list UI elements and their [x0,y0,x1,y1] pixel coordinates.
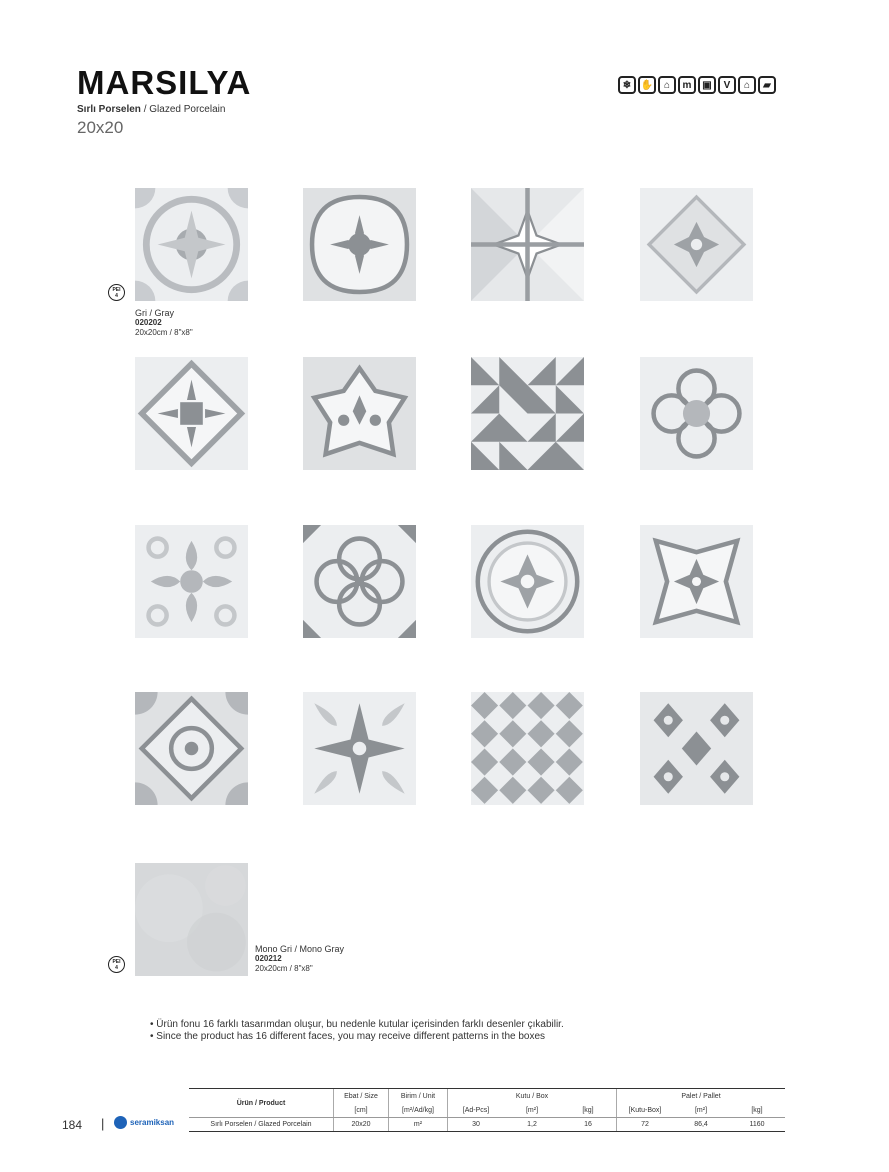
tile-pattern-4 [640,188,753,301]
tile-pattern-12 [640,525,753,638]
th-pallet: Palet / Pallet [617,1089,786,1104]
frost-resistant-icon: ❄ [618,76,636,94]
th-box-m2: [m²] [504,1103,560,1118]
product-code: 020212 [255,954,282,963]
product-name: Gri / Gray [135,308,175,318]
size-label: 20x20 [77,118,124,137]
subtitle [77,104,225,115]
home-icon: ⌂ [738,76,756,94]
tile-pattern-3 [471,188,584,301]
house-icon: ⌂ [658,76,676,94]
cell-unit: m² [389,1118,448,1132]
tile-pattern-5 [135,357,248,470]
car-icon: ▰ [758,76,776,94]
feature-icons [618,76,776,94]
m-icon: m [678,76,696,94]
product-code: 020202 [135,318,162,327]
cell-pallet-m2: 86,4 [673,1118,729,1132]
pei-badge-mono-gray [108,956,125,973]
tile-mono-gray [135,863,248,976]
brand-logo [114,1116,174,1129]
page-title: MARSILYA [77,64,252,101]
subtitle-tr: Sırlı Porselen [77,104,141,115]
subtitle-sep: / [140,104,150,115]
cell-box-pcs: 30 [448,1118,505,1132]
box-icon: ▣ [698,76,716,94]
th-box-kg: [kg] [560,1103,617,1118]
pei-label: PEI [112,287,121,293]
product-dimension: 20x20cm / 8"x8" [135,328,193,337]
th-pallet-box: [Kutu-Box] [617,1103,674,1118]
tile-pattern-1 [135,188,248,301]
tile-pattern-10 [303,525,416,638]
notes [150,1019,564,1043]
note-en: • Since the product has 16 different faces, you may receive different patterns in the boxes [150,1031,564,1043]
note-tr: • Ürün fonu 16 farklı tasarımdan oluşur, bu nedenle kutular içerisinden farklı desenler çıkabilir. [150,1019,564,1031]
brand-name: seramiksan [130,1118,175,1127]
tile-pattern-11 [471,525,584,638]
v-icon: V [718,76,736,94]
subtitle-en: Glazed Porcelain [149,104,226,115]
pei-number: 4 [115,293,118,299]
th-box-pcs: [Ad-Pcs] [448,1103,505,1118]
brand-logo-icon [114,1116,127,1129]
tile-pattern-16 [640,692,753,805]
th-size: Ebat / Size [334,1089,389,1104]
footer-separator: | [101,1116,105,1131]
pei-badge-gray [108,284,125,301]
cell-size: 20x20 [334,1118,389,1132]
product-name: Mono Gri / Mono Gray [255,944,345,954]
cell-pallet-box: 72 [617,1118,674,1132]
cell-pallet-kg: 1160 [729,1118,785,1132]
tile-pattern-7 [471,357,584,470]
pei-number: 4 [115,965,118,971]
cell-box-m2: 1,2 [504,1118,560,1132]
table-row [189,1118,785,1132]
product-caption-mono-gray [255,944,344,974]
th-unit-sub: [m²/Ad/kg] [389,1103,448,1118]
cell-product: Sırlı Porselen / Glazed Porcelain [189,1118,334,1132]
tile-pattern-6 [303,357,416,470]
pei-label: PEI [112,959,121,965]
product-dimension: 20x20cm / 8"x8" [255,964,313,973]
th-product: Ürün / Product [189,1089,334,1118]
tile-pattern-13 [135,692,248,805]
page-number: 184 [62,1118,83,1132]
spec-table [189,1088,785,1132]
tile-pattern-15 [471,692,584,805]
cell-box-kg: 16 [560,1118,617,1132]
th-size-unit: [cm] [334,1103,389,1118]
tile-pattern-8 [640,357,753,470]
th-unit: Birim / Unit [389,1089,448,1104]
th-pallet-kg: [kg] [729,1103,785,1118]
product-caption-gray [135,308,193,338]
tile-pattern-9 [135,525,248,638]
tile-pattern-2 [303,188,416,301]
tile-pattern-14 [303,692,416,805]
hand-icon: ✋ [638,76,656,94]
th-box: Kutu / Box [448,1089,617,1104]
th-pallet-m2: [m²] [673,1103,729,1118]
